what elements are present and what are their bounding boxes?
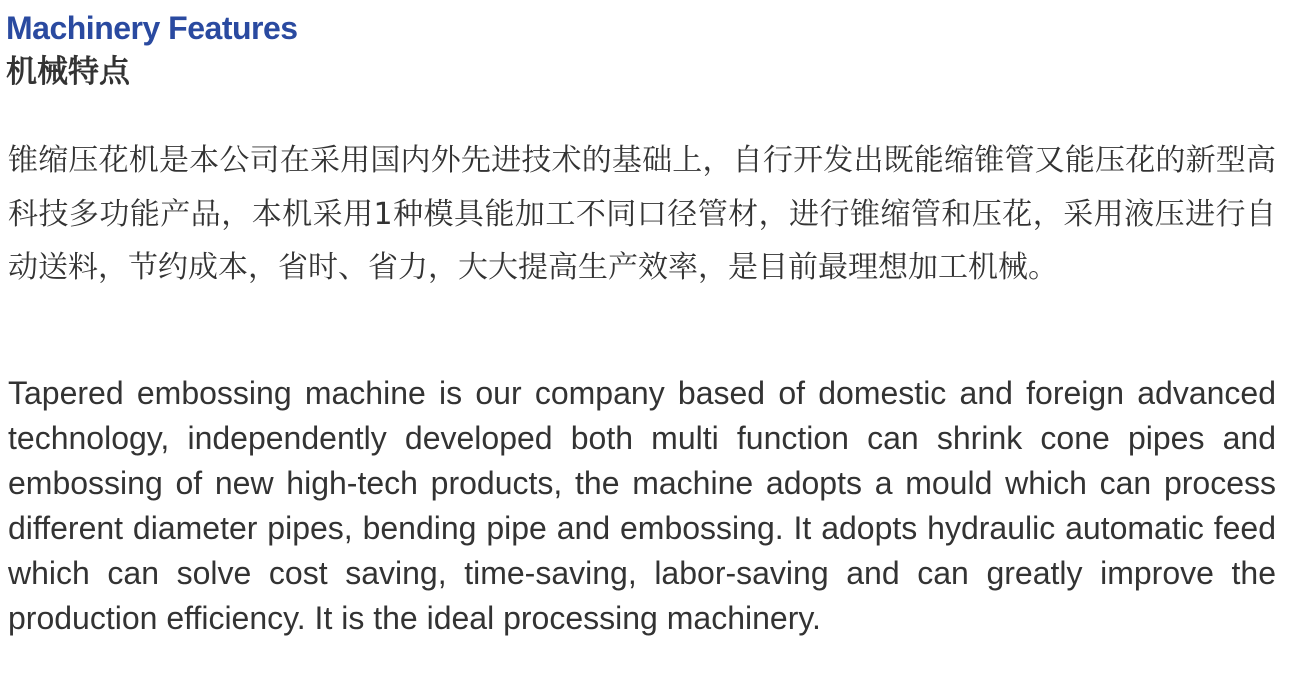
heading-english: Machinery Features bbox=[6, 10, 298, 46]
description-english: Tapered embossing machine is our company based of domestic and foreign advanced technology, independently developed both multi function can shrink cone pipes and embossing of new high-tech products, the machine adopts a mould which can process different diameter pipes, bending pipe and embossing. It adopts hydraulic automatic feed which can solve cost saving, time-saving, labor-saving and can greatly improve the production efficiency. It is the ideal processing machinery. bbox=[8, 375, 1276, 636]
heading-chinese: 机械特点 bbox=[6, 54, 130, 90]
description-chinese: 锥缩压花机是本公司在采用国内外先进技术的基础上，自行开发出既能缩锥管又能压花的新型高科技多功能产品，本机采用1种模具能加工不同口径管材，进行锥缩管和压花，采用液压进行自动送料，节约成本，省时、省力，大大提高生产效率，是目前最理想加工机械。 bbox=[8, 143, 1276, 285]
